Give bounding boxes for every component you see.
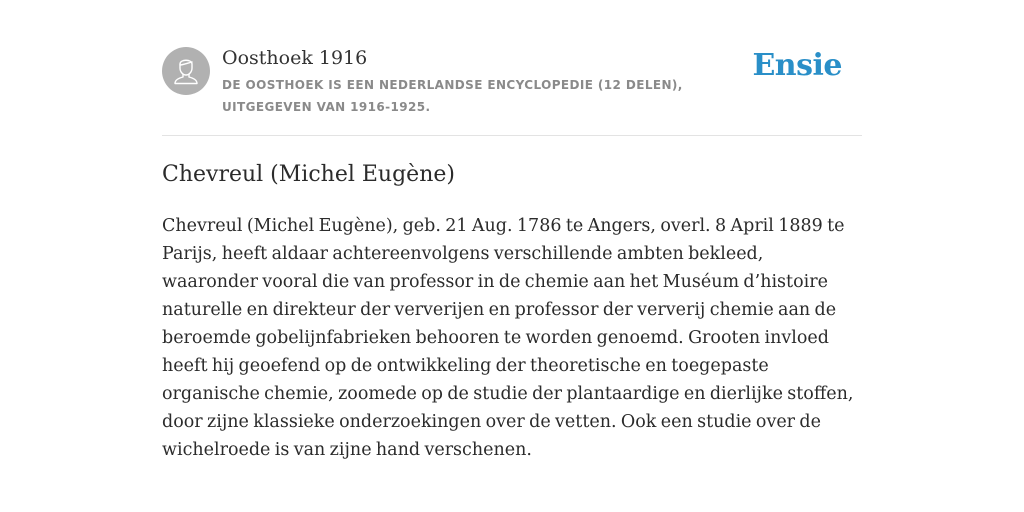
entry-body: Chevreul (Michel Eugène), geb. 21 Aug. 1786 te Angers, overl. 8 April 1889 te Parijs, heeft aldaar achtereenvolgens verschillende ambten bekleed, waaronder vooral die van professor in de chemie aan het Muséum d’histoire naturelle en direkteur der ververijen en professor der ververij chemie aan de beroemde gobelijnfabrieken behooren te worden genoemd. Grooten invloed heeft hij geoefend op de ontwikkeling der theoretische en toegepaste organische chemie, zoomede op de studie der plantaardige en dierlijke stoffen, door zijne klassieke onderzoekingen over de vetten. Ook een studie over de wichelroede is van zijne hand verschenen. [162, 216, 854, 460]
person-outline-icon [172, 56, 200, 86]
source-header [162, 44, 862, 134]
ensie-logo[interactable]: Ensie [752, 48, 842, 83]
source-title[interactable]: Oosthoek 1916 [222, 47, 368, 69]
header-divider [162, 135, 862, 136]
source-info [222, 44, 762, 118]
source-description: DE OOSTHOEK IS EEN NEDERLANDSE ENCYCLOPEDIE (12 DELEN), UITGEGEVEN VAN 1916-1925. [222, 78, 683, 114]
user-avatar-icon[interactable] [162, 47, 210, 95]
entry-title: Chevreul (Michel Eugène) [162, 162, 455, 187]
